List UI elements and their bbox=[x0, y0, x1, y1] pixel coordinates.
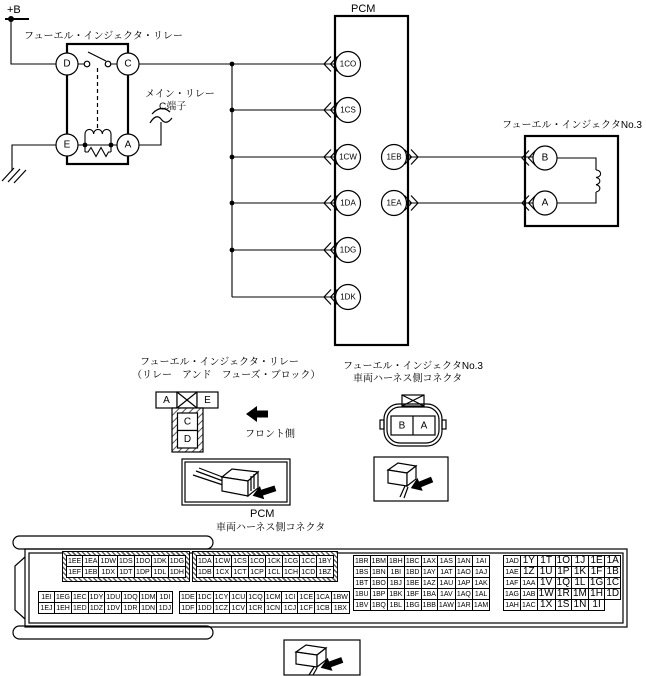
pin-1bf: 1BF bbox=[404, 589, 421, 600]
svg-text:A: A bbox=[163, 395, 170, 406]
pin-1av: 1AV bbox=[437, 589, 455, 600]
pin-1bb: 1BB bbox=[422, 601, 436, 609]
pin-1bc: 1BC bbox=[405, 557, 420, 565]
pin-1df: 1DF bbox=[181, 604, 195, 612]
pin-row bbox=[67, 556, 186, 567]
pin-1br: 1BR bbox=[355, 557, 369, 565]
pin-1as: 1AS bbox=[437, 556, 455, 567]
pin-1dq: 1DQ bbox=[123, 593, 138, 601]
svg-text:A: A bbox=[541, 197, 549, 209]
pin-1g: 1G bbox=[589, 577, 604, 588]
pin-1ap: 1AP bbox=[457, 579, 471, 587]
pcm-view-title-line2: 車両ハーネス側コネクタ bbox=[216, 522, 326, 534]
svg-text:1DA: 1DA bbox=[340, 198, 356, 208]
pin-1ao: 1AO bbox=[456, 568, 471, 576]
pin-1bt: 1BT bbox=[355, 579, 369, 587]
pin-1ej: 1EJ bbox=[40, 604, 53, 612]
pin-1dn: 1DN bbox=[141, 604, 156, 612]
pin-1bv: 1BV bbox=[355, 601, 369, 609]
terminal-e bbox=[56, 134, 78, 156]
pin-1bk: 1BK bbox=[389, 590, 403, 598]
pin-1ar: 1AR bbox=[457, 601, 471, 609]
pin-row bbox=[197, 567, 334, 578]
pin-1bq: 1BQ bbox=[371, 601, 386, 609]
pin-1v: 1V bbox=[537, 578, 555, 589]
terminal-a bbox=[117, 134, 139, 156]
pin-1db: 1DB bbox=[198, 568, 212, 576]
pin-1a: 1A bbox=[606, 555, 619, 566]
relay-title: フューエル・インジェクタ・リレー bbox=[24, 31, 183, 42]
pin-1am: 1AM bbox=[473, 601, 489, 609]
pin-1ea: 1EA bbox=[84, 557, 98, 565]
pin-1bm: 1BM bbox=[371, 557, 387, 565]
pin-grid-bottom-mid bbox=[179, 591, 350, 614]
pin-grid-top-mid-frame bbox=[192, 551, 338, 582]
pin-1ai: 1AI bbox=[472, 556, 489, 567]
pin-1ak: 1AK bbox=[472, 578, 489, 589]
pin-1cn: 1CN bbox=[266, 604, 281, 612]
pin-grid-bottom-left bbox=[38, 591, 173, 614]
pin-1bz: 1BZ bbox=[318, 568, 332, 576]
injector-view-title-line1: フューエル・インジェクタNo.3 bbox=[343, 361, 483, 372]
pin-1eh: 1EH bbox=[56, 604, 70, 612]
svg-text:1DG: 1DG bbox=[339, 245, 357, 255]
pcm-view-title-line1: PCM bbox=[250, 508, 275, 520]
pin-1cw: 1CW bbox=[214, 557, 231, 565]
pin-1dm: 1DM bbox=[140, 593, 156, 601]
pin-1ac: 1AC bbox=[522, 601, 536, 609]
pin-1dl: 1DL bbox=[153, 568, 167, 576]
injector-title: フューエル・インジェクタNo.3 bbox=[502, 120, 642, 131]
pin-1cr: 1CR bbox=[248, 604, 263, 612]
pin-row bbox=[504, 578, 621, 589]
pin-1du: 1DU bbox=[106, 593, 121, 601]
svg-text:D: D bbox=[183, 434, 192, 445]
pin-1bj: 1BJ bbox=[388, 578, 405, 589]
main-relay-label-line2: C端子 bbox=[159, 101, 187, 113]
pin-1bd: 1BD bbox=[405, 568, 420, 576]
pin-1ad: 1AD bbox=[505, 557, 519, 565]
pin-1q: 1Q bbox=[556, 577, 570, 588]
pin-1ay: 1AY bbox=[422, 568, 436, 576]
pin-1by: 1BY bbox=[318, 557, 332, 565]
svg-text:A: A bbox=[124, 139, 132, 151]
relay-view-title-line2: （リレー アンド フューズ・ブロック） bbox=[132, 370, 321, 381]
pin-1b: 1B bbox=[606, 566, 619, 577]
connector-left-wedge bbox=[15, 557, 25, 619]
svg-text:1EB: 1EB bbox=[386, 152, 402, 162]
junction-dot bbox=[230, 201, 235, 206]
pin-1bu: 1BU bbox=[355, 590, 369, 598]
injector-wires bbox=[407, 157, 533, 203]
pin-row bbox=[354, 567, 490, 578]
pin-1bx: 1BX bbox=[331, 603, 349, 614]
pin-1u: 1U bbox=[537, 567, 555, 578]
junction-dot bbox=[83, 143, 88, 148]
pin-1cg: 1CG bbox=[283, 557, 299, 565]
pin-1ag: 1AG bbox=[505, 590, 520, 598]
pin-1s: 1S bbox=[555, 600, 571, 611]
pin-1w: 1W bbox=[538, 588, 554, 599]
pin-grid-right-mid-frame bbox=[353, 555, 490, 611]
injector-connector-diagram bbox=[343, 360, 483, 501]
svg-text:1EA: 1EA bbox=[386, 198, 402, 208]
pin-1dj: 1DJ bbox=[158, 604, 172, 612]
pin-grid-right bbox=[503, 555, 621, 611]
pin-1dh: 1DH bbox=[169, 568, 184, 576]
pin-1f: 1F bbox=[588, 567, 604, 578]
main-relay-reference bbox=[139, 88, 215, 145]
terminal-d bbox=[56, 53, 78, 75]
pin-1t: 1T bbox=[537, 556, 555, 567]
pin-grid-right-mid bbox=[353, 555, 490, 611]
pin-1ec: 1EC bbox=[73, 593, 87, 601]
pin-row bbox=[504, 589, 621, 600]
pin-1p: 1P bbox=[555, 567, 571, 578]
pin-1dp: 1DP bbox=[136, 568, 150, 576]
pin-grid-top-left bbox=[66, 555, 186, 578]
relay-connector-diagram bbox=[132, 356, 320, 505]
junction-dot bbox=[230, 155, 235, 160]
pin-1ci: 1CI bbox=[282, 592, 298, 603]
pin-1ce: 1CE bbox=[299, 593, 314, 601]
pin-1bh: 1BH bbox=[389, 557, 403, 565]
injector-view-title-line2: 車両ハーネス側コネクタ bbox=[353, 373, 463, 385]
ground-symbol bbox=[2, 145, 56, 183]
pin-1bw: 1BW bbox=[332, 593, 348, 601]
pin-row bbox=[67, 567, 186, 578]
pin-1dk: 1DK bbox=[153, 557, 167, 565]
pin-1y: 1Y bbox=[521, 556, 538, 567]
pin-grid-right-frame bbox=[503, 555, 621, 611]
pin-1bg: 1BG bbox=[405, 601, 420, 609]
pin-row bbox=[504, 600, 621, 611]
pcm-title: PCM bbox=[351, 3, 376, 15]
pin-1bn: 1BN bbox=[372, 568, 386, 576]
pin-1cx: 1CX bbox=[213, 567, 232, 578]
pin-1dt: 1DT bbox=[119, 568, 133, 576]
pin-1ds: 1DS bbox=[119, 557, 133, 565]
pin-1aa: 1AA bbox=[522, 579, 536, 587]
pin-1k: 1K bbox=[571, 567, 588, 578]
pin-1x: 1X bbox=[537, 600, 555, 611]
pin-1bp: 1BP bbox=[370, 589, 387, 600]
pin-row bbox=[354, 578, 490, 589]
svg-text:1CO: 1CO bbox=[339, 59, 357, 69]
pin-1cf: 1CF bbox=[299, 604, 313, 612]
pin-1e: 1E bbox=[588, 556, 604, 567]
resistor-symbol bbox=[85, 148, 111, 157]
injector-cell-a: A bbox=[420, 420, 428, 432]
pin-1dx: 1DX bbox=[99, 567, 118, 578]
pin-1n: 1N bbox=[571, 600, 588, 611]
pin-1dv: 1DV bbox=[106, 604, 121, 612]
pin-1aq: 1AQ bbox=[456, 590, 471, 598]
pin-1ck: 1CK bbox=[267, 557, 281, 565]
junction-dot bbox=[230, 248, 235, 253]
pin-1eb: 1EB bbox=[84, 568, 98, 576]
injector-cell-b: B bbox=[398, 420, 406, 432]
pin-row bbox=[39, 592, 173, 603]
coil-symbol bbox=[85, 129, 111, 134]
terminal-c bbox=[117, 53, 139, 75]
pin-1cq: 1CQ bbox=[248, 593, 263, 601]
pin-1ee: 1EE bbox=[68, 557, 82, 565]
svg-text:1CW: 1CW bbox=[339, 152, 357, 162]
pin-1cc: 1CC bbox=[301, 557, 316, 565]
pcm-connector-photo-icon bbox=[284, 640, 360, 675]
svg-text:E: E bbox=[204, 395, 211, 406]
pin-1cl: 1CL bbox=[267, 568, 281, 576]
svg-text:D: D bbox=[63, 58, 71, 70]
pin-1o: 1O bbox=[556, 555, 570, 566]
relay-view-title-line1: フューエル・インジェクタ・リレー bbox=[140, 357, 299, 368]
pin-1bl: 1BL bbox=[388, 600, 405, 611]
pin-row bbox=[39, 603, 173, 614]
pin-1ax: 1AX bbox=[422, 557, 436, 565]
pin-1aw: 1AW bbox=[438, 601, 454, 609]
pin-row bbox=[180, 603, 350, 614]
power-label: +B bbox=[7, 4, 21, 16]
pin-1cv: 1CV bbox=[231, 604, 246, 612]
pin-1m: 1M bbox=[572, 588, 587, 599]
pin-1dr: 1DR bbox=[123, 604, 138, 612]
relay-connector-photo-icon bbox=[182, 459, 290, 505]
front-direction-arrow-icon bbox=[246, 406, 268, 422]
pin-1dd: 1DD bbox=[197, 604, 212, 612]
pin-1dc: 1DC bbox=[197, 593, 212, 601]
junction-dot bbox=[109, 143, 114, 148]
contact-gap bbox=[84, 59, 111, 69]
pin-1de: 1DE bbox=[181, 593, 195, 601]
pin-1j: 1J bbox=[571, 556, 588, 567]
pin-1dg: 1DG bbox=[169, 557, 185, 565]
svg-text:1DK: 1DK bbox=[340, 292, 356, 302]
pin-1do: 1DO bbox=[135, 557, 151, 565]
pin-1bo: 1BO bbox=[371, 579, 386, 587]
pin-1cu: 1CU bbox=[231, 593, 246, 601]
pin-1dy: 1DY bbox=[89, 593, 104, 601]
pin-1l: 1L bbox=[571, 578, 588, 589]
svg-text:C: C bbox=[183, 416, 192, 428]
pin-1dz: 1DZ bbox=[89, 604, 104, 612]
pin-row bbox=[354, 600, 490, 611]
svg-text:E: E bbox=[63, 139, 71, 151]
pin-1cm: 1CM bbox=[265, 593, 281, 601]
pin-1d: 1D bbox=[606, 588, 620, 599]
pin-1ba: 1BA bbox=[422, 590, 436, 598]
pin-1i: 1I bbox=[588, 600, 604, 611]
pin-1at: 1AT bbox=[437, 567, 455, 578]
pin-grid-bottom-left-frame bbox=[38, 591, 173, 614]
pin-row bbox=[504, 567, 621, 578]
pin-1ed: 1ED bbox=[73, 604, 87, 612]
connector-bottom-tab bbox=[13, 626, 213, 639]
pin-row bbox=[197, 556, 334, 567]
pin-1dw: 1DW bbox=[100, 557, 117, 565]
pcm-schematic bbox=[324, 3, 418, 345]
pin-1ae: 1AE bbox=[505, 568, 519, 576]
pin-1cy: 1CY bbox=[214, 593, 229, 601]
pin-row bbox=[504, 556, 621, 567]
pin-1da: 1DA bbox=[198, 557, 212, 565]
connector-top-tab bbox=[13, 536, 213, 549]
svg-text:C: C bbox=[124, 58, 132, 70]
injector-coil-symbol bbox=[596, 170, 601, 192]
pin-1cj: 1CJ bbox=[283, 604, 297, 612]
pin-grid-top-left-frame bbox=[62, 551, 190, 582]
pin-1cb: 1CB bbox=[316, 604, 330, 612]
pin-1ca: 1CA bbox=[316, 593, 330, 601]
pin-1r: 1R bbox=[556, 588, 570, 599]
pin-1bs: 1BS bbox=[355, 568, 369, 576]
pin-1c: 1C bbox=[606, 577, 620, 588]
pin-1ch: 1CH bbox=[284, 568, 299, 576]
pin-1be: 1BE bbox=[406, 579, 420, 587]
front-side-label: フロント側 bbox=[245, 429, 295, 440]
pin-1af: 1AF bbox=[504, 578, 521, 589]
pin-1az: 1AZ bbox=[422, 579, 436, 587]
pin-1h: 1H bbox=[590, 588, 603, 599]
pin-1ab: 1AB bbox=[522, 590, 536, 598]
terminal-b bbox=[522, 146, 557, 170]
svg-text:B: B bbox=[541, 152, 549, 164]
pin-1ct: 1CT bbox=[233, 568, 247, 576]
pin-1an: 1AN bbox=[457, 557, 471, 565]
pin-1z: 1Z bbox=[521, 567, 538, 578]
pin-1au: 1AU bbox=[437, 578, 455, 589]
junction-dot bbox=[230, 108, 235, 113]
injector-connector-photo-icon bbox=[374, 457, 448, 501]
pin-1ei: 1EI bbox=[39, 592, 55, 603]
main-relay-label-line1: メイン・リレー bbox=[145, 89, 215, 100]
pin-1ef: 1EF bbox=[68, 568, 82, 576]
pin-1eg: 1EG bbox=[56, 593, 71, 601]
pin-1cz: 1CZ bbox=[214, 604, 229, 612]
pin-grid-top-mid bbox=[196, 555, 334, 578]
pin-row bbox=[354, 589, 490, 600]
pin-grid-bottom-mid-frame bbox=[179, 591, 350, 614]
pin-1al: 1AL bbox=[472, 589, 489, 600]
pin-1co: 1CO bbox=[249, 557, 265, 565]
junction-dot bbox=[230, 62, 235, 67]
pin-row bbox=[180, 592, 350, 603]
pin-1cs: 1CS bbox=[233, 557, 247, 565]
pin-1di: 1DI bbox=[157, 592, 173, 603]
pin-1cd: 1CD bbox=[301, 568, 316, 576]
injector-no3-schematic bbox=[502, 119, 642, 226]
pin-1cp: 1CP bbox=[250, 568, 264, 576]
pin-1ah: 1AH bbox=[505, 601, 519, 609]
svg-text:1CS: 1CS bbox=[340, 105, 356, 115]
pin-1bi: 1BI bbox=[388, 567, 405, 578]
pin-row bbox=[354, 556, 490, 567]
pin-1aj: 1AJ bbox=[472, 567, 489, 578]
